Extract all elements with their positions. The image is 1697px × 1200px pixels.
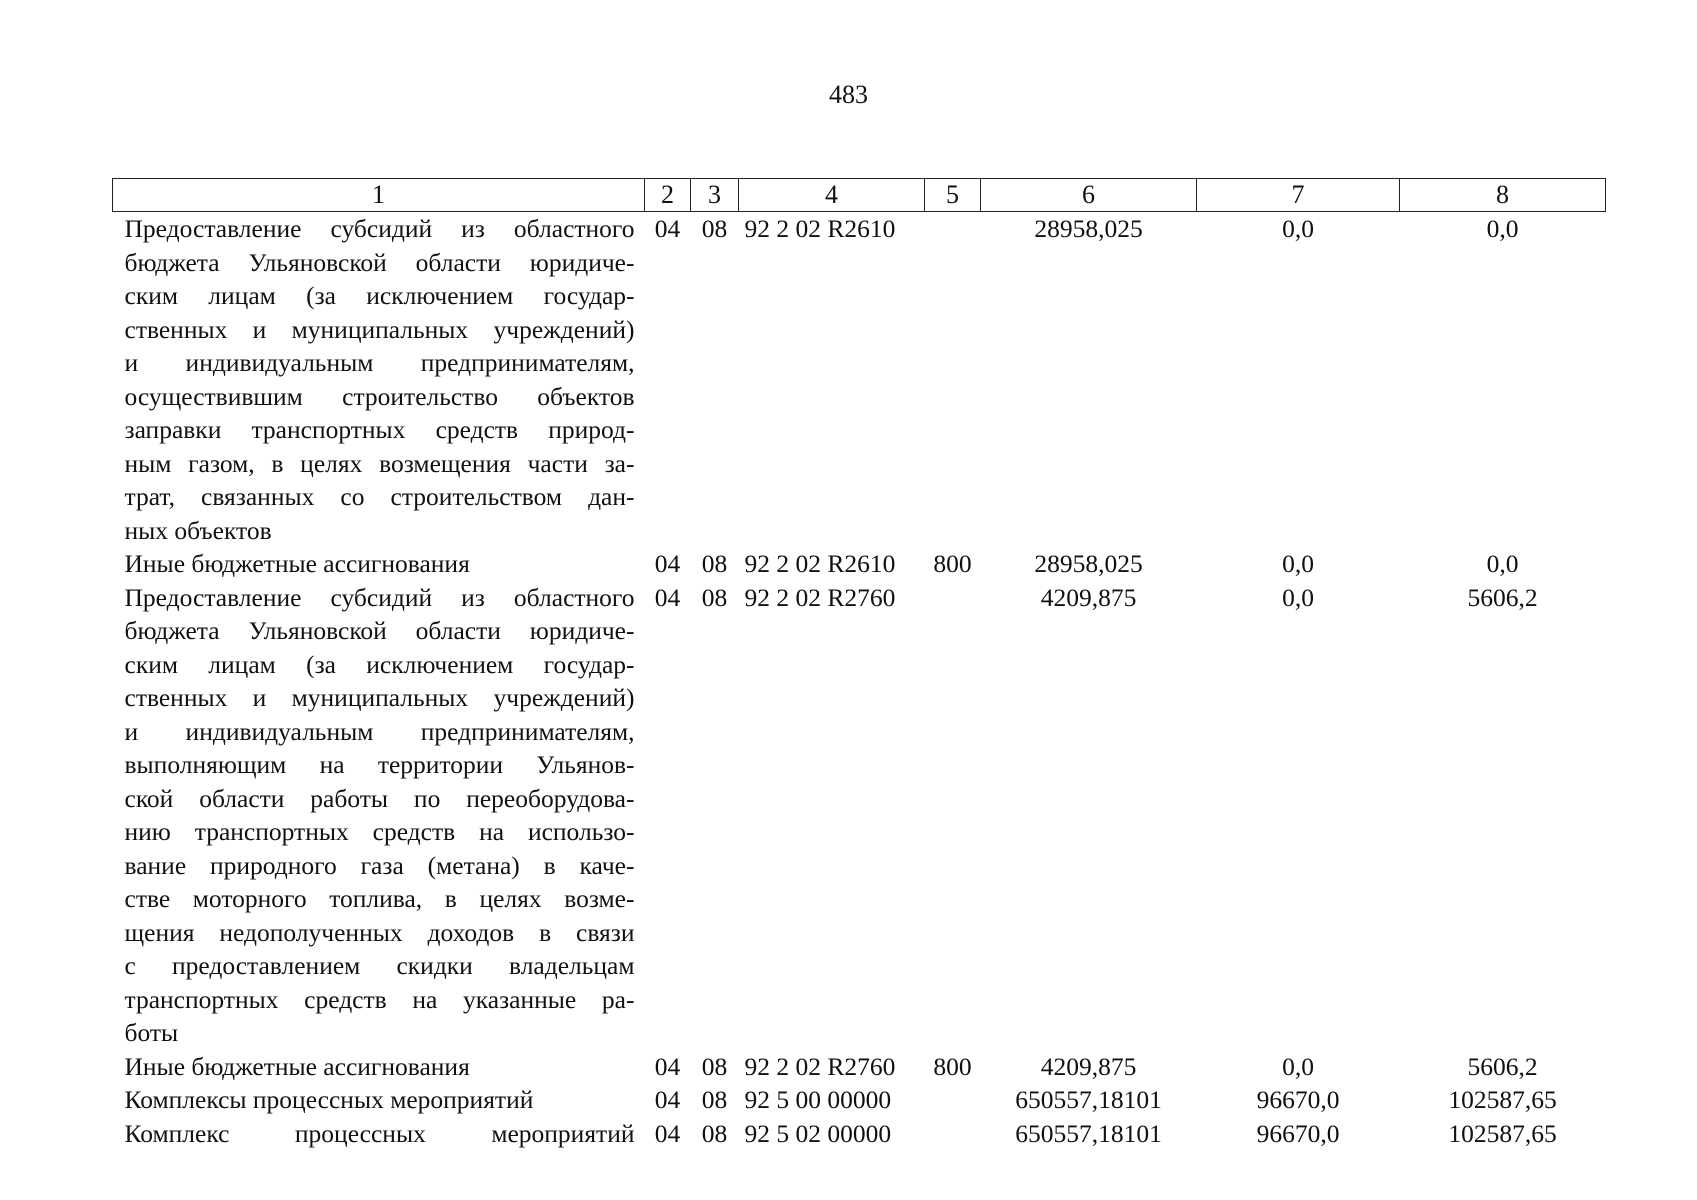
description-line: нию транспортных средств на использо- xyxy=(124,817,635,846)
amount-col7: 0,0 xyxy=(1282,549,1314,578)
code-subsection: 08 xyxy=(701,549,728,578)
code-target-article: 92 2 02 R2610 xyxy=(744,549,896,578)
amount-col7: 96670,0 xyxy=(1256,1118,1340,1148)
code-section: 04 xyxy=(654,1051,681,1081)
description-line: Комплекс процессных мероприятий xyxy=(124,1118,635,1148)
header-cell: 1 xyxy=(113,179,645,212)
amount-col6: 650557,18101 xyxy=(1015,1118,1162,1148)
code-target-article: 92 5 00 00000 xyxy=(744,1085,892,1114)
table-row xyxy=(113,581,1606,1050)
header-cell: 2 xyxy=(645,179,691,212)
description-line: осуществившим строительство объектов xyxy=(124,381,635,411)
description-line: ных объектов xyxy=(124,515,272,545)
description-line: боты xyxy=(124,1018,179,1047)
code-subsection: 08 xyxy=(701,1118,728,1148)
code-subsection: 08 xyxy=(701,214,728,243)
header-cell: 3 xyxy=(691,179,739,212)
row-description xyxy=(113,581,645,1050)
description-line: транспортных средств на указанные ра- xyxy=(124,984,635,1014)
budget-table xyxy=(112,178,1606,1150)
code-section: 04 xyxy=(654,549,681,578)
description-line: и индивидуальным предпринимателям, xyxy=(124,716,635,746)
code-expense-type xyxy=(925,1117,981,1151)
code-section: 04 xyxy=(654,1118,681,1148)
description-line: ским лицам (за исключением государ- xyxy=(124,649,635,679)
amount-col8: 5606,2 xyxy=(1467,582,1538,612)
amount-col6: 650557,18101 xyxy=(1015,1085,1162,1114)
code-expense-type xyxy=(925,581,981,1050)
description-line: ным газом, в целях возмещения части за- xyxy=(124,448,635,478)
description-line: Предоставление субсидий из областного xyxy=(124,582,635,612)
table-row xyxy=(113,1117,1606,1151)
amount-col8: 102587,65 xyxy=(1448,1118,1557,1148)
row-description xyxy=(113,212,645,548)
table-row xyxy=(113,1083,1606,1117)
amount-col7: 0,0 xyxy=(1282,1051,1314,1081)
code-target-article: 92 2 02 R2760 xyxy=(744,1051,896,1081)
amount-col8: 102587,65 xyxy=(1448,1085,1557,1114)
code-section: 04 xyxy=(654,582,681,612)
code-subsection: 08 xyxy=(701,582,728,612)
page-number: 483 xyxy=(829,80,868,109)
row-description xyxy=(113,547,645,581)
description-line: трат, связанных со строительством дан- xyxy=(124,482,635,511)
header-cell: 4 xyxy=(739,179,925,212)
code-expense-type xyxy=(925,212,981,548)
description-line: с предоставлением скидки владельцам xyxy=(124,951,635,980)
code-expense-type: 800 xyxy=(933,1051,972,1081)
description-line: вание природного газа (метана) в каче- xyxy=(124,850,635,880)
description-line: щения недополученных доходов в связи xyxy=(124,917,635,947)
header-cell: 5 xyxy=(925,179,981,212)
description-line: бюджета Ульяновской области юридиче- xyxy=(124,247,635,277)
amount-col7: 0,0 xyxy=(1282,582,1314,612)
code-section: 04 xyxy=(654,1085,681,1114)
row-description xyxy=(113,1050,645,1084)
amount-col6: 4209,875 xyxy=(1040,1051,1137,1081)
description-line: Комплексы процессных мероприятий xyxy=(124,1085,534,1114)
table-row xyxy=(113,1050,1606,1084)
amount-col8: 0,0 xyxy=(1486,549,1519,578)
description-line: выполняющим на территории Ульянов- xyxy=(124,750,635,779)
header-cell: 6 xyxy=(981,179,1197,212)
description-line: заправки транспортных средств природ- xyxy=(124,415,635,444)
header-row xyxy=(113,179,1606,212)
amount-col7: 0,0 xyxy=(1282,214,1314,243)
code-expense-type xyxy=(925,1083,981,1117)
code-expense-type: 800 xyxy=(933,549,972,578)
amount-col6: 28958,025 xyxy=(1034,214,1143,243)
description-line: ственных и муниципальных учреждений) xyxy=(124,683,635,712)
code-section: 04 xyxy=(654,214,681,243)
table-body xyxy=(113,212,1606,1151)
code-subsection: 08 xyxy=(701,1085,728,1114)
description-line: и индивидуальным предпринимателям, xyxy=(124,348,635,377)
amount-col8: 5606,2 xyxy=(1467,1051,1538,1081)
table-row xyxy=(113,547,1606,581)
description-line: Предоставление субсидий из областного xyxy=(124,214,635,243)
description-line: Иные бюджетные ассигнования xyxy=(124,549,470,578)
amount-col6: 4209,875 xyxy=(1040,582,1137,612)
code-target-article: 92 5 02 00000 xyxy=(744,1118,892,1148)
description-line: ственных и муниципальных учреждений) xyxy=(124,314,635,344)
amount-col6: 28958,025 xyxy=(1034,549,1143,578)
description-line: бюджета Ульяновской области юридиче- xyxy=(124,616,635,645)
code-subsection: 08 xyxy=(701,1051,728,1081)
header-cell: 7 xyxy=(1197,179,1400,212)
row-description xyxy=(113,1117,645,1151)
code-target-article: 92 2 02 R2760 xyxy=(744,582,896,612)
table-row xyxy=(113,212,1606,548)
description-line: ской области работы по переоборудова- xyxy=(124,783,635,813)
code-target-article: 92 2 02 R2610 xyxy=(744,214,896,243)
description-line: ским лицам (за исключением государ- xyxy=(124,281,635,310)
header-cell: 8 xyxy=(1400,179,1606,212)
amount-col8: 0,0 xyxy=(1486,214,1519,243)
row-description xyxy=(113,1083,645,1117)
description-line: Иные бюджетные ассигнования xyxy=(124,1051,470,1081)
description-line: стве моторного топлива, в целях возме- xyxy=(124,884,635,913)
amount-col7: 96670,0 xyxy=(1256,1085,1340,1114)
